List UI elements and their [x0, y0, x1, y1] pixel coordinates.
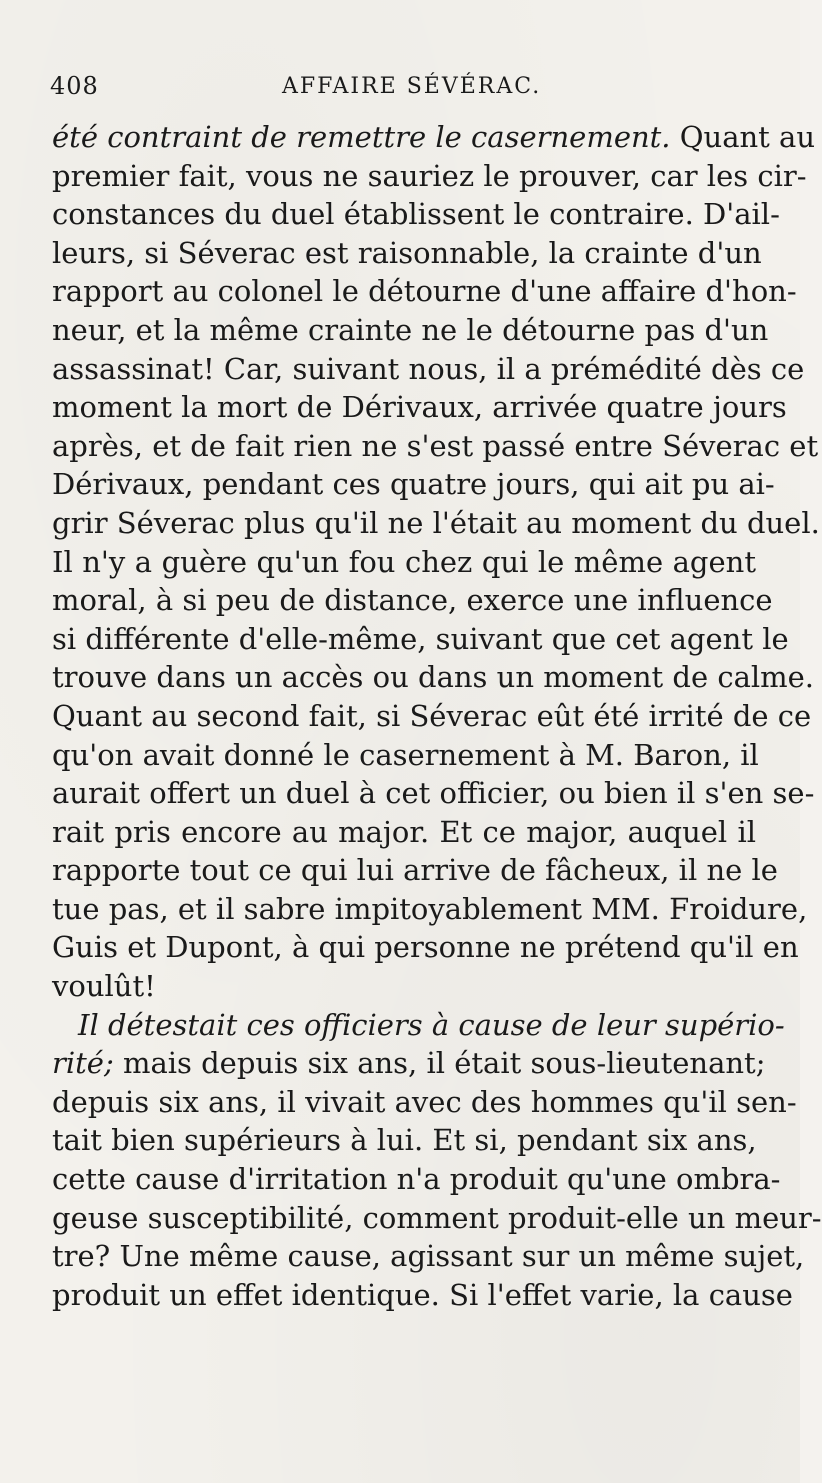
text-segment: neur, et la même crainte ne le détourne pas d'un — [52, 312, 769, 347]
text-line — [52, 272, 797, 311]
text-segment: moment la mort de Dérivaux, arrivée quatre jours — [52, 390, 787, 425]
text-segment: depuis six ans, il vivait avec des hommes qu'il sen- — [52, 1084, 797, 1119]
text-line — [52, 1276, 793, 1315]
text-segment: geuse susceptibilité, comment produit-elle un meur- — [52, 1200, 822, 1235]
text-line — [52, 813, 756, 852]
text-segment: Dérivaux, pendant ces quatre jours, qui ait pu ai- — [52, 467, 775, 502]
text-line — [52, 118, 816, 157]
text-segment: Il détestait ces officiers à cause de leur supério- — [78, 1007, 785, 1042]
text-segment: Il n'y a guère qu'un fou chez qui le même agent — [52, 544, 756, 579]
text-line — [52, 465, 775, 504]
text-line — [52, 1006, 785, 1045]
text-line — [52, 388, 787, 427]
text-segment: moral, à si peu de distance, exerce une influence — [52, 583, 773, 618]
text-segment: si différente d'elle-même, suivant que cet agent le — [52, 621, 789, 656]
text-segment: été contraint de remettre le casernement. — [52, 120, 671, 154]
text-line — [52, 774, 815, 813]
text-line — [52, 697, 812, 736]
text-segment: mais depuis six ans, il était sous-lieutenant; — [113, 1046, 766, 1081]
page-header — [50, 72, 750, 108]
page-number: 408 — [50, 72, 99, 100]
text-segment: constances du duel établissent le contraire. D'ail- — [52, 197, 780, 232]
text-line — [52, 543, 756, 582]
text-segment: après, et de fait rien ne s'est passé entre Séverac et — [52, 428, 819, 463]
text-line — [52, 1199, 822, 1238]
text-line — [52, 1160, 781, 1199]
text-segment: Quant au second fait, si Séverac eût été irrité de ce — [52, 698, 812, 733]
text-segment: rité; — [52, 1046, 114, 1081]
text-line — [52, 581, 773, 620]
text-line — [52, 350, 805, 389]
text-line — [52, 928, 799, 967]
text-line — [52, 504, 820, 543]
body-text — [52, 118, 822, 1314]
text-segment: assassinat! Car, suivant nous, il a prémédité dès ce — [52, 351, 805, 386]
text-line — [52, 658, 815, 697]
running-title: AFFAIRE SÉVÉRAC. — [282, 74, 542, 99]
text-segment: rapport au colonel le détourne d'une affaire d'hon- — [52, 274, 797, 309]
text-line — [52, 1237, 805, 1276]
text-line — [52, 157, 807, 196]
text-segment: rapporte tout ce qui lui arrive de fâcheux, il ne le — [52, 853, 778, 888]
text-line — [52, 1083, 797, 1122]
text-line — [52, 851, 778, 890]
text-line — [52, 736, 759, 775]
text-line — [52, 427, 819, 466]
text-line — [52, 1121, 756, 1160]
text-segment: cette cause d'irritation n'a produit qu'une ombra- — [52, 1162, 781, 1197]
text-line — [52, 967, 756, 1006]
text-segment: Quant au — [670, 120, 816, 154]
text-segment: voulût! — [52, 969, 156, 1004]
text-segment: rait pris encore au major. Et ce major, auquel il — [52, 814, 756, 849]
text-segment: leurs, si Séverac est raisonnable, la crainte d'un — [52, 235, 762, 270]
text-segment: aurait offert un duel à cet officier, ou bien il s'en se- — [52, 776, 815, 811]
text-segment: produit un effet identique. Si l'effet varie, la cause — [52, 1277, 793, 1312]
text-line — [52, 620, 789, 659]
text-segment: tre? Une même cause, agissant sur un même sujet, — [52, 1239, 805, 1274]
text-line — [52, 890, 808, 929]
text-line — [52, 234, 762, 273]
text-line — [52, 1044, 766, 1083]
text-segment: premier fait, vous ne sauriez le prouver, car les cir- — [52, 158, 807, 193]
text-line — [52, 311, 769, 350]
text-segment: Guis et Dupont, à qui personne ne prétend qu'il en — [52, 930, 799, 965]
text-segment: qu'on avait donné le casernement à M. Baron, il — [52, 737, 759, 772]
text-segment: tait bien supérieurs à lui. Et si, pendant six ans, — [52, 1123, 757, 1158]
text-segment: grir Séverac plus qu'il ne l'était au moment du duel. — [52, 505, 820, 540]
text-segment: tue pas, et il sabre impitoyablement MM. Froidure, — [52, 891, 808, 926]
text-segment: trouve dans un accès ou dans un moment de calme. — [52, 660, 815, 695]
text-line — [52, 195, 780, 234]
